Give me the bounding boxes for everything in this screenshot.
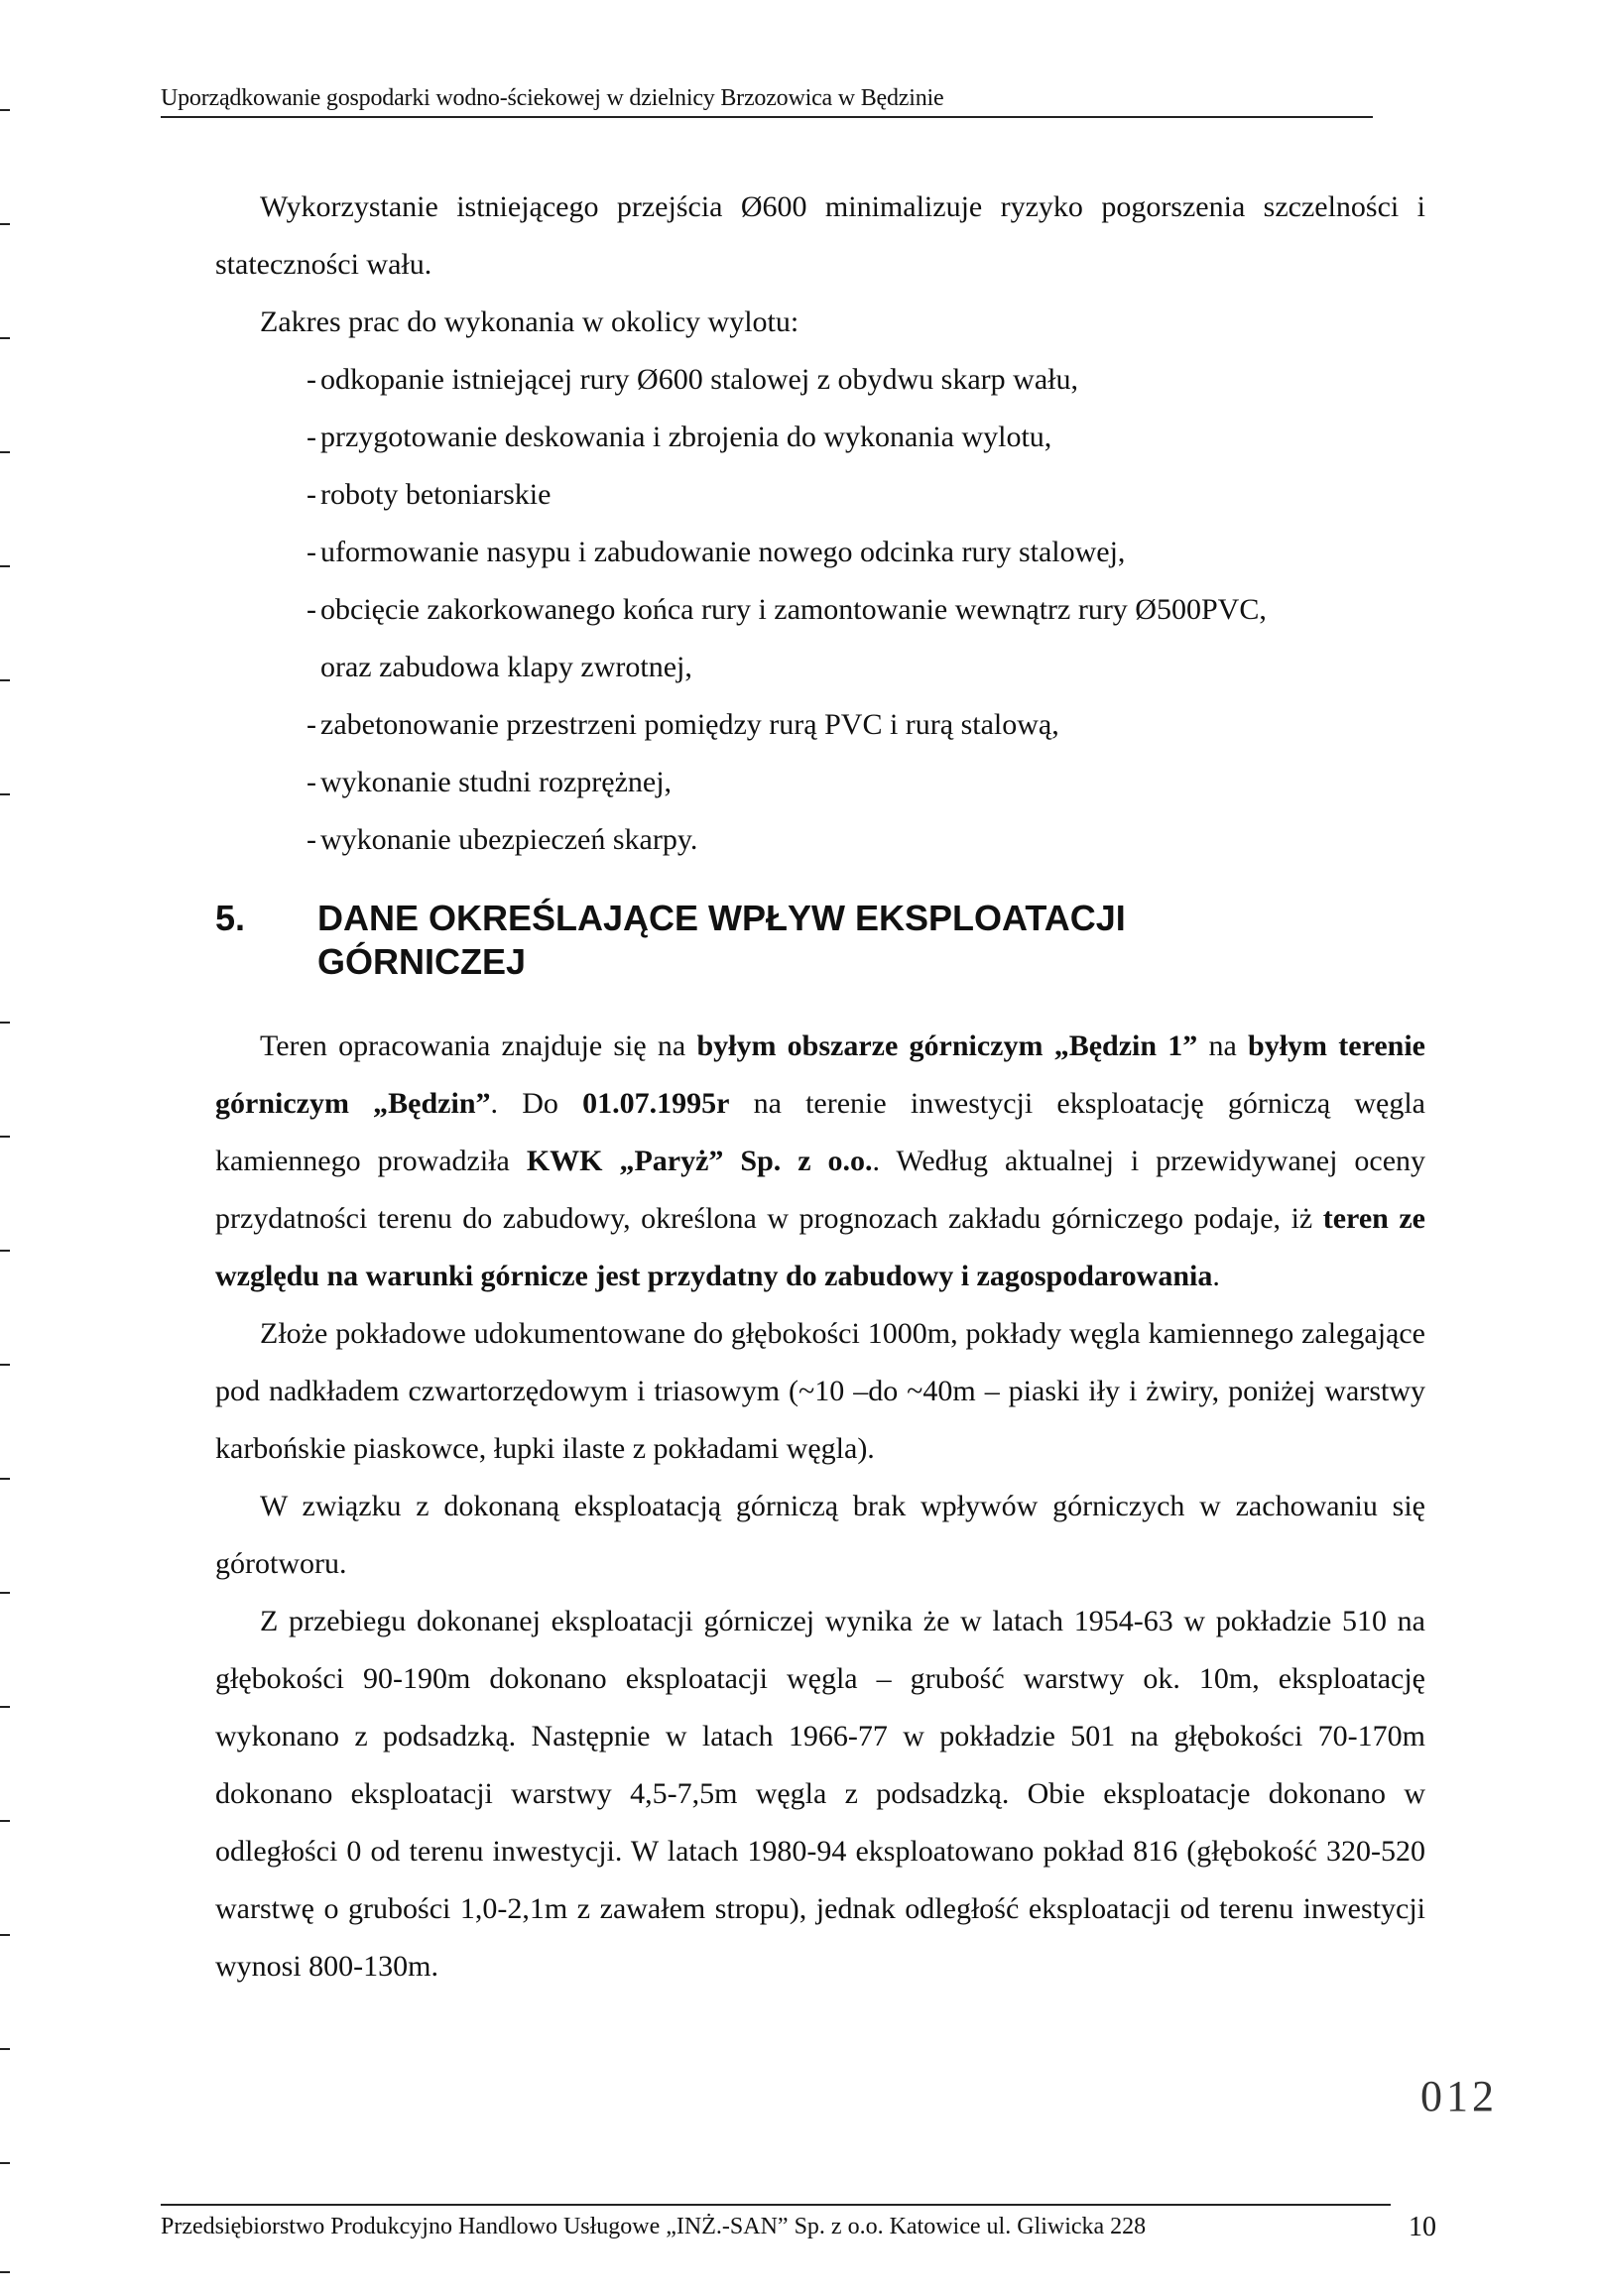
- works-list: [215, 351, 1425, 869]
- section-title-line-1: DANE OKREŚLAJĄCE WPŁYW EKSPLOATACJI: [317, 898, 1126, 938]
- list-item-continuation: oraz zabudowa klapy zwrotnej,: [320, 651, 692, 683]
- running-header: Uporządkowanie gospodarki wodno-ściekowej w dzielnicy Brzozowica w Będzinie: [161, 85, 944, 111]
- scan-margin-marks: [0, 0, 14, 2296]
- page-number: 10: [1409, 2212, 1436, 2242]
- intro-paragraph: Wykorzystanie istniejącego przejścia Ø600 minimalizuje ryzyko pogorszenia szczelności i stateczności wału.: [215, 190, 1425, 281]
- list-item: - przygotowanie deskowania i zbrojenia do wykonania wylotu,: [307, 421, 1052, 453]
- footer-rule: [161, 2204, 1391, 2206]
- list-item: - odkopanie istniejącej rury Ø600 stalowej z obydwu skarp wału,: [307, 363, 1078, 396]
- rock-mass-paragraph: W związku z dokonaną eksploatacją górniczą brak wpływów górniczych w zachowaniu się górotworu.: [215, 1490, 1425, 1580]
- list-item: - wykonanie studni rozprężnej,: [307, 766, 673, 798]
- works-intro: Zakres prac do wykonania w okolicy wylotu:: [260, 305, 799, 338]
- exploitation-history-paragraph: Z przebiegu dokonanej eksploatacji górniczej wynika że w latach 1954-63 w pokładzie 510 na głębokości 90-190m dokonano eksploatacji węgla – grubość warstwy ok. 10m, eksploatację wykonano z podsadzką. Następnie w latach 1966-77 w pokładzie 501 na głębokości 70-170m dokonano eksploatacji warstwy 4,5-7,5m węgla z podsadzką. Obie eksploatacje dokonano w odległości 0 od terenu inwestycji. W latach 1980-94 eksploatowano pokład 816 (głębokość 320-520 warstwę o grubości 1,0-2,1m z zawałem stropu), jednak odległość eksploatacji od terenu inwestycji wynosi 800-130m.: [215, 1605, 1425, 1983]
- header-rule: [161, 116, 1373, 118]
- document-body: [215, 179, 1425, 1995]
- handwritten-page-stamp: 012: [1420, 2072, 1498, 2120]
- running-footer: Przedsiębiorstwo Produkcyjno Handlowo Usługowe „INŻ.-SAN” Sp. z o.o. Katowice ul. Gliwicka 228: [161, 2214, 1147, 2239]
- section-number: 5.: [215, 898, 246, 938]
- list-item: - roboty betoniarskie: [307, 478, 552, 511]
- list-item: - zabetonowanie przestrzeni pomiędzy rurą PVC i rurą stalową,: [307, 708, 1059, 741]
- mining-area-paragraph: Teren opracowania znajduje się na byłym obszarze górniczym „Będzin 1” na byłym terenie górniczym „Będzin”. Do 01.07.1995r na terenie inwestycji eksploatację górniczą węgla kamiennego prowadziła KWK „Paryż” Sp. z o.o.. Według aktualnej i przewidywanej oceny przydatności terenu do zabudowy, określona w prognozach zakładu górniczego podaje, iż teren ze względu na warunki górnicze jest przydatny do zabudowy i zagospodarowania.: [215, 1029, 1426, 1292]
- list-item: - wykonanie ubezpieczeń skarpy.: [307, 823, 698, 856]
- section-heading: [215, 897, 1425, 984]
- list-item: - obcięcie zakorkowanego końca rury i zamontowanie wewnątrz rury Ø500PVC, oraz zabudowa klapy zwrotnej,: [215, 581, 1425, 696]
- list-item: - uformowanie nasypu i zabudowanie nowego odcinka rury stalowej,: [307, 536, 1126, 568]
- section-title-line-2: GÓRNICZEJ: [317, 941, 527, 982]
- deposit-paragraph: Złoże pokładowe udokumentowane do głębokości 1000m, pokłady węgla kamiennego zalegające pod nadkładem czwartorzędowym i triasowym (~10 –do ~40m – piaski iły i żwiry, poniżej warstwy karbońskie piaskowce, łupki ilaste z pokładami węgla).: [215, 1317, 1425, 1465]
